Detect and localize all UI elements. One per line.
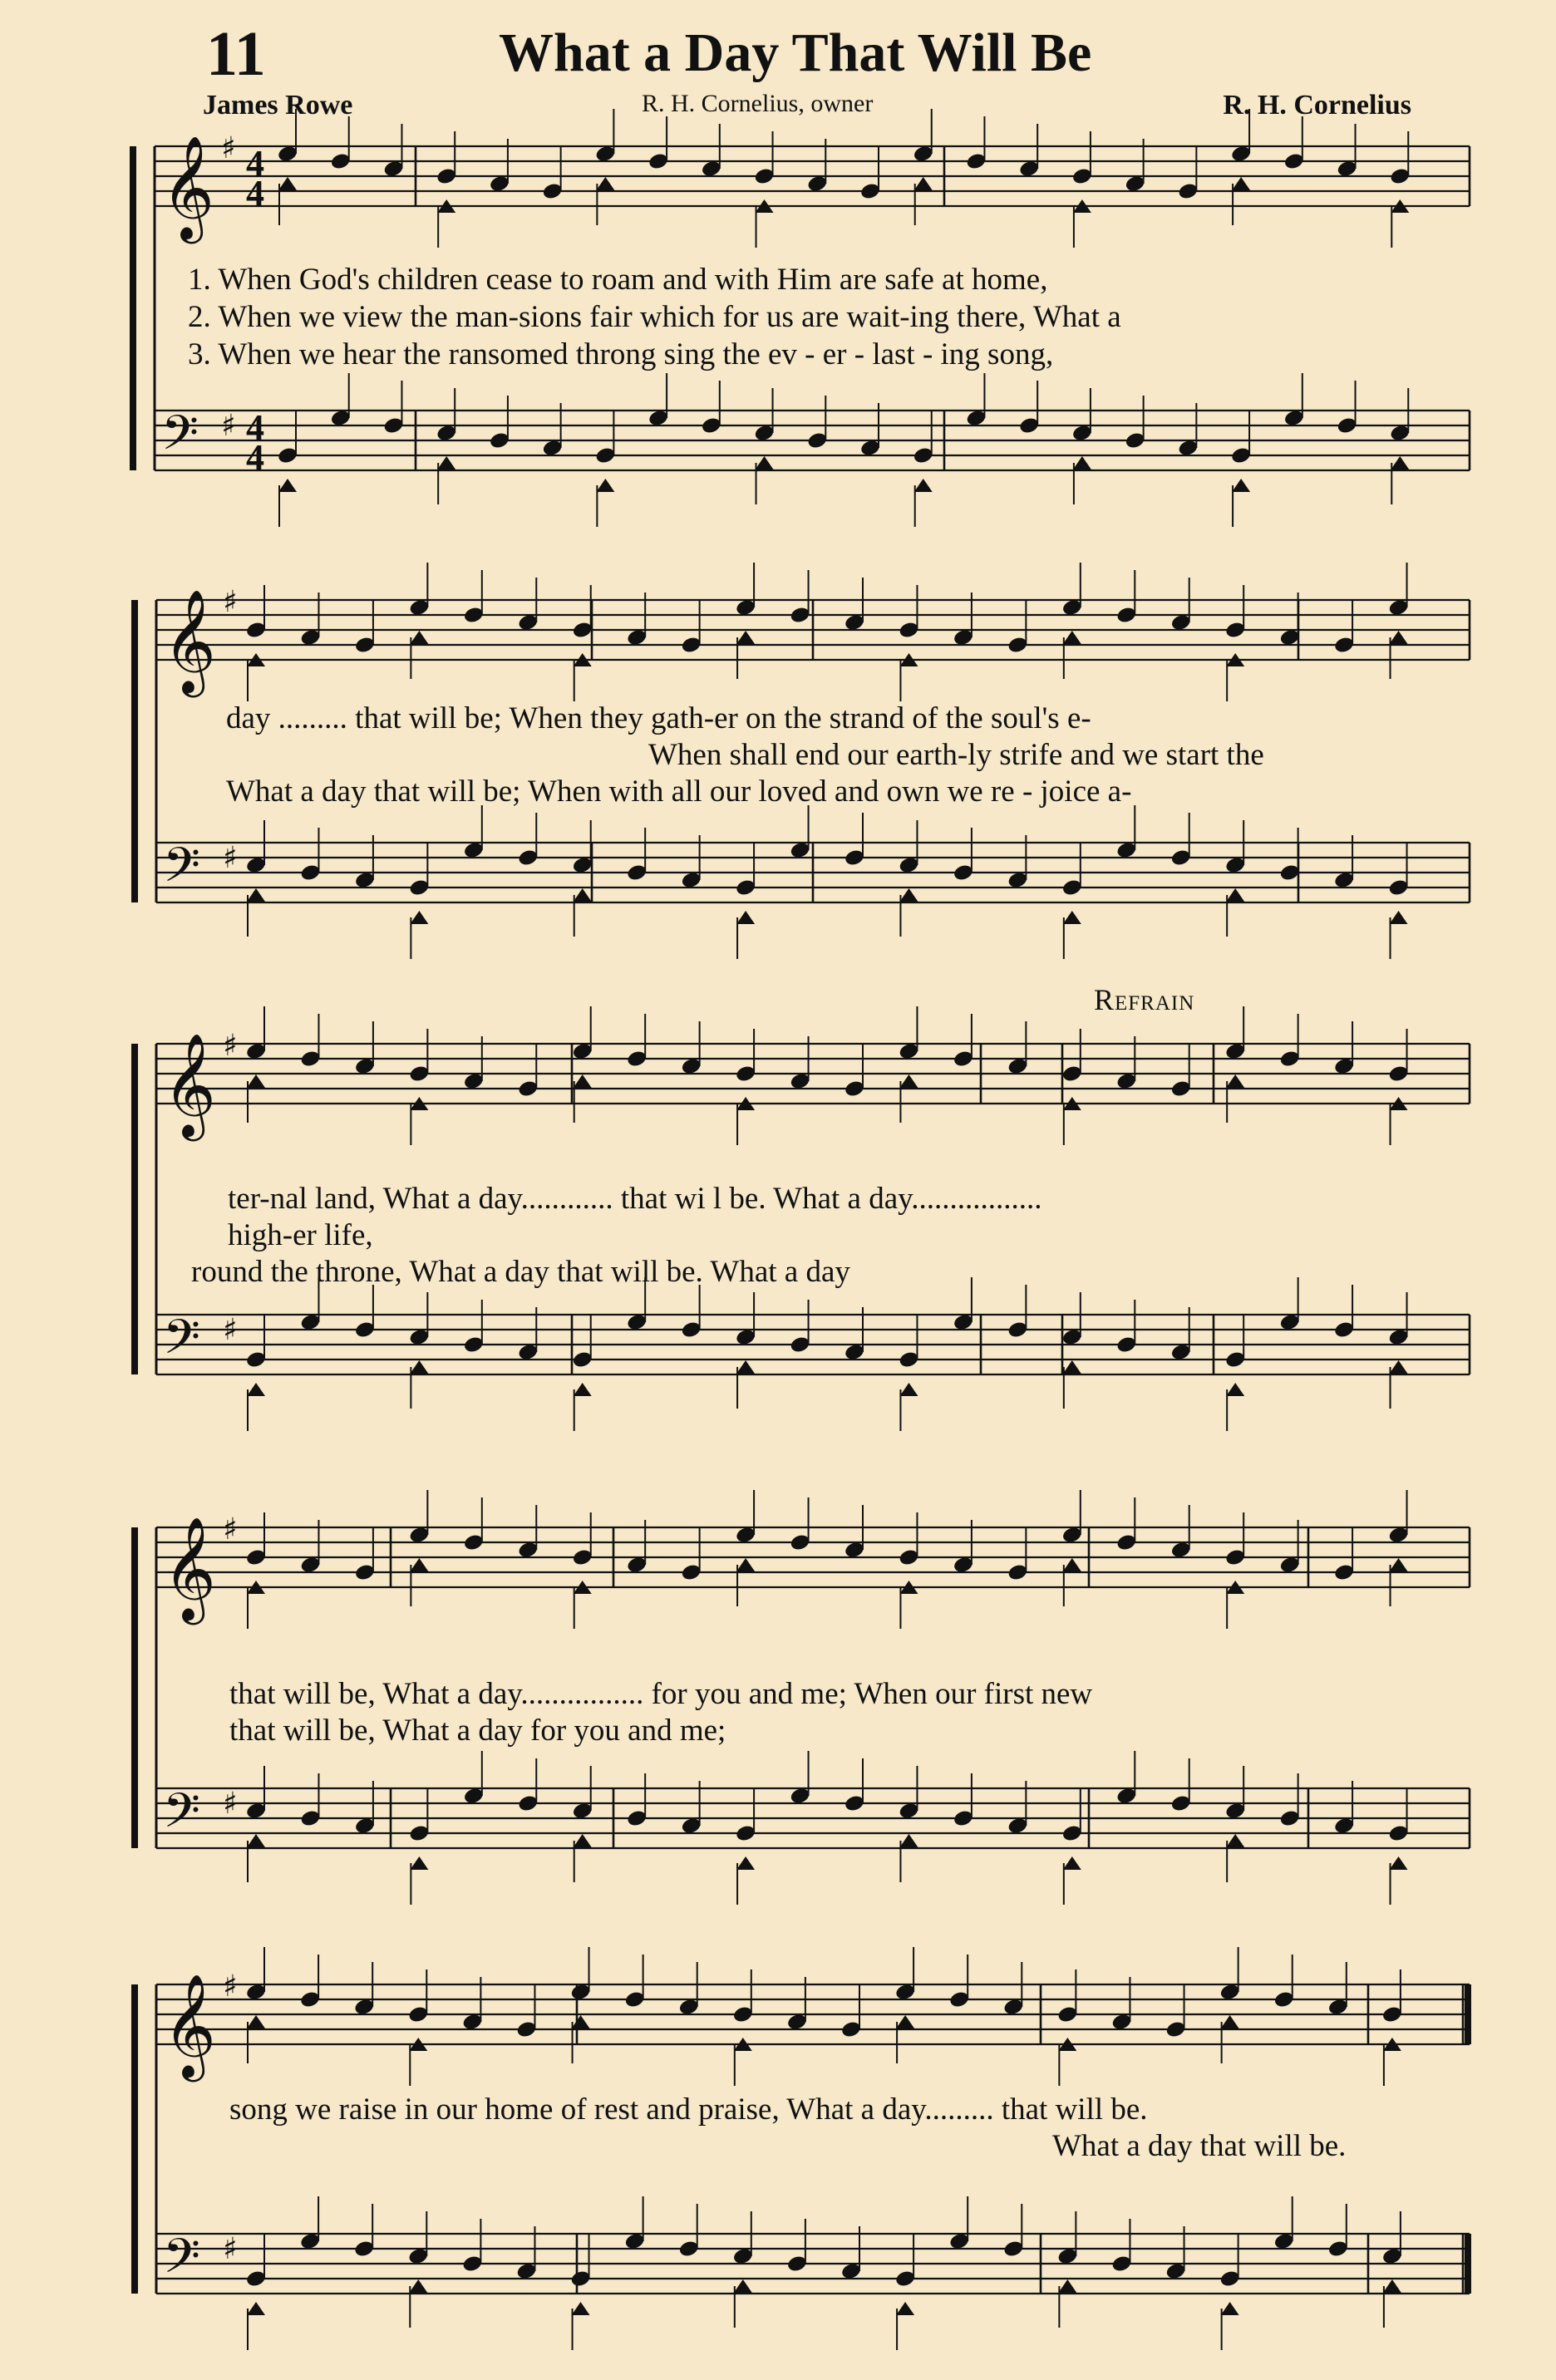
shape-note-head (410, 1360, 428, 1374)
shape-note-head (247, 888, 265, 902)
shape-note-head (1063, 1856, 1081, 1870)
lyric-system1-verse2: 2. When we view the man-sions fair which for us are wait-ing there, What a (188, 300, 1121, 334)
lyric-system3-line1: ter-nal land, What a day............ that wi l be. What a day................. (228, 1182, 1042, 1216)
shape-note-head (736, 631, 755, 644)
sharp-icon: ♯ (223, 1787, 238, 1821)
shape-note-head (1383, 2279, 1401, 2293)
shape-note-head (736, 1558, 755, 1571)
shape-note-head (574, 1834, 592, 1847)
shape-note-head (247, 2015, 265, 2028)
lyric-system2-line2: When shall end our earth-ly strife and we start the (648, 738, 1264, 772)
lyric-system4-line2: that will be, What a day for you and me; (229, 1714, 726, 1748)
treble-clef-icon: 𝄞 (163, 1033, 216, 1137)
bass-clef-icon: 𝄢 (163, 837, 201, 905)
bass-clef-icon: 𝄢 (163, 2228, 201, 2296)
shape-note-head (278, 177, 297, 190)
sharp-icon: ♯ (223, 841, 238, 875)
shape-note-head (899, 1834, 918, 1847)
sharp-icon: ♯ (221, 131, 236, 165)
shape-note-head (247, 2302, 265, 2315)
treble-clef-icon: 𝄞 (163, 1517, 216, 1620)
system-bracket (131, 1984, 138, 2294)
shape-note-head (914, 479, 933, 492)
shape-note-head (1226, 888, 1244, 902)
lyric-system5-line1: song we raise in our home of rest and praise, What a day......... that will be. (229, 2092, 1148, 2127)
shape-note-head (736, 911, 755, 924)
shape-note-head (572, 2302, 590, 2315)
final-barline (1465, 2234, 1471, 2294)
shape-note-head (1390, 631, 1408, 644)
lyric-system1-verse3: 3. When we hear the ransomed throng sing the ev - er - last - ing song, (188, 337, 1054, 371)
lyric-system2-line1: day ......... that will be; When they gath-er on the strand of the soul's e- (226, 701, 1091, 735)
lyric-system1-verse1: 1. When God's children cease to roam and with Him are safe at home, (188, 263, 1048, 297)
hymn-title: What a Day That Will Be (499, 22, 1092, 83)
system-bracket (131, 1044, 138, 1374)
shape-note-head (278, 479, 297, 492)
shape-note-head (574, 888, 592, 902)
shape-note-head (1063, 631, 1081, 644)
shape-note-head (914, 177, 933, 190)
shape-note-head (899, 888, 918, 902)
time-signature-bottom: 4 (246, 173, 264, 214)
shape-note-head (1221, 2302, 1239, 2315)
shape-note-head (437, 456, 455, 470)
system-bracket (131, 600, 138, 902)
sharp-icon: ♯ (223, 2232, 238, 2266)
shape-note-head (1063, 1558, 1081, 1571)
shape-note-head (574, 1383, 592, 1396)
sharp-icon: ♯ (223, 1512, 238, 1547)
shape-note-head (247, 1074, 265, 1088)
lyricist-credit: James Rowe (203, 90, 353, 120)
shape-note-head (1226, 1383, 1244, 1396)
shape-note-head (596, 177, 614, 190)
shape-note-head (410, 1558, 428, 1571)
shape-note-head (574, 1074, 592, 1088)
lyric-system2-line3: What a day that will be; When with all our loved and own we re - joice a- (226, 774, 1132, 809)
shape-note-head (1232, 177, 1250, 190)
shape-note-head (409, 2279, 427, 2293)
shape-note-head (410, 1856, 428, 1870)
sharp-icon: ♯ (223, 585, 238, 619)
shape-note-head (736, 1360, 755, 1374)
sharp-icon: ♯ (223, 1313, 238, 1347)
shape-note-head (410, 631, 428, 644)
shape-note-head (572, 2015, 590, 2028)
shape-note-head (1221, 2015, 1239, 2028)
shape-note-head (1073, 456, 1091, 470)
shape-note-head (1390, 1558, 1408, 1571)
hymn-number: 11 (206, 19, 266, 89)
shape-note-head (1226, 1074, 1244, 1088)
refrain-label: Refrain (1094, 983, 1195, 1016)
sharp-icon: ♯ (223, 1969, 238, 2004)
shape-note-head (896, 2302, 914, 2315)
shape-note-head (410, 911, 428, 924)
shape-note-head (736, 1856, 755, 1870)
bass-clef-icon: 𝄢 (161, 405, 199, 473)
shape-note-head (1063, 911, 1081, 924)
treble-clef-icon: 𝄞 (161, 135, 214, 239)
bass-clef-icon: 𝄢 (163, 1309, 201, 1377)
final-barline (1465, 1984, 1471, 2044)
shape-note-head (1390, 1360, 1408, 1374)
lyric-system5-line2: What a day that will be. (1052, 2129, 1347, 2163)
shape-note-head (899, 1383, 918, 1396)
bass-clef-icon: 𝄢 (163, 1783, 201, 1851)
shape-note-head (596, 479, 614, 492)
treble-clef-icon: 𝄞 (163, 589, 216, 693)
sharp-icon: ♯ (221, 409, 236, 443)
shape-note-head (1390, 1856, 1408, 1870)
system-bracket (131, 1527, 138, 1848)
shape-note-head (756, 456, 774, 470)
shape-note-head (1226, 1834, 1244, 1847)
lyric-system4-line1: that will be, What a day................ for you and me; When our first new (229, 1677, 1093, 1711)
shape-note-head (1391, 456, 1409, 470)
shape-note-head (896, 2015, 914, 2028)
shape-note-head (247, 1834, 265, 1847)
composer-credit: R. H. Cornelius (1223, 90, 1411, 120)
time-signature-top: 4 (246, 143, 264, 184)
shape-note-head (1390, 911, 1408, 924)
shape-note-head (734, 2279, 752, 2293)
treble-clef-icon: 𝄞 (163, 1974, 216, 2078)
shape-note-head (1232, 479, 1250, 492)
copyright-credit: R. H. Cornelius, owner (642, 90, 874, 117)
shape-note-head (1058, 2279, 1076, 2293)
sharp-icon: ♯ (223, 1029, 238, 1063)
time-signature-bottom: 4 (246, 437, 264, 478)
lyric-system3-line2: high-er life, (228, 1218, 373, 1252)
shape-note-head (899, 1074, 918, 1088)
shape-note-head (247, 1383, 265, 1396)
lyric-system3-line3: round the throne, What a day that will be. What a day (191, 1255, 850, 1289)
time-signature-top: 4 (246, 407, 264, 448)
system-bracket (130, 146, 136, 470)
shape-note-head (1063, 1360, 1081, 1374)
